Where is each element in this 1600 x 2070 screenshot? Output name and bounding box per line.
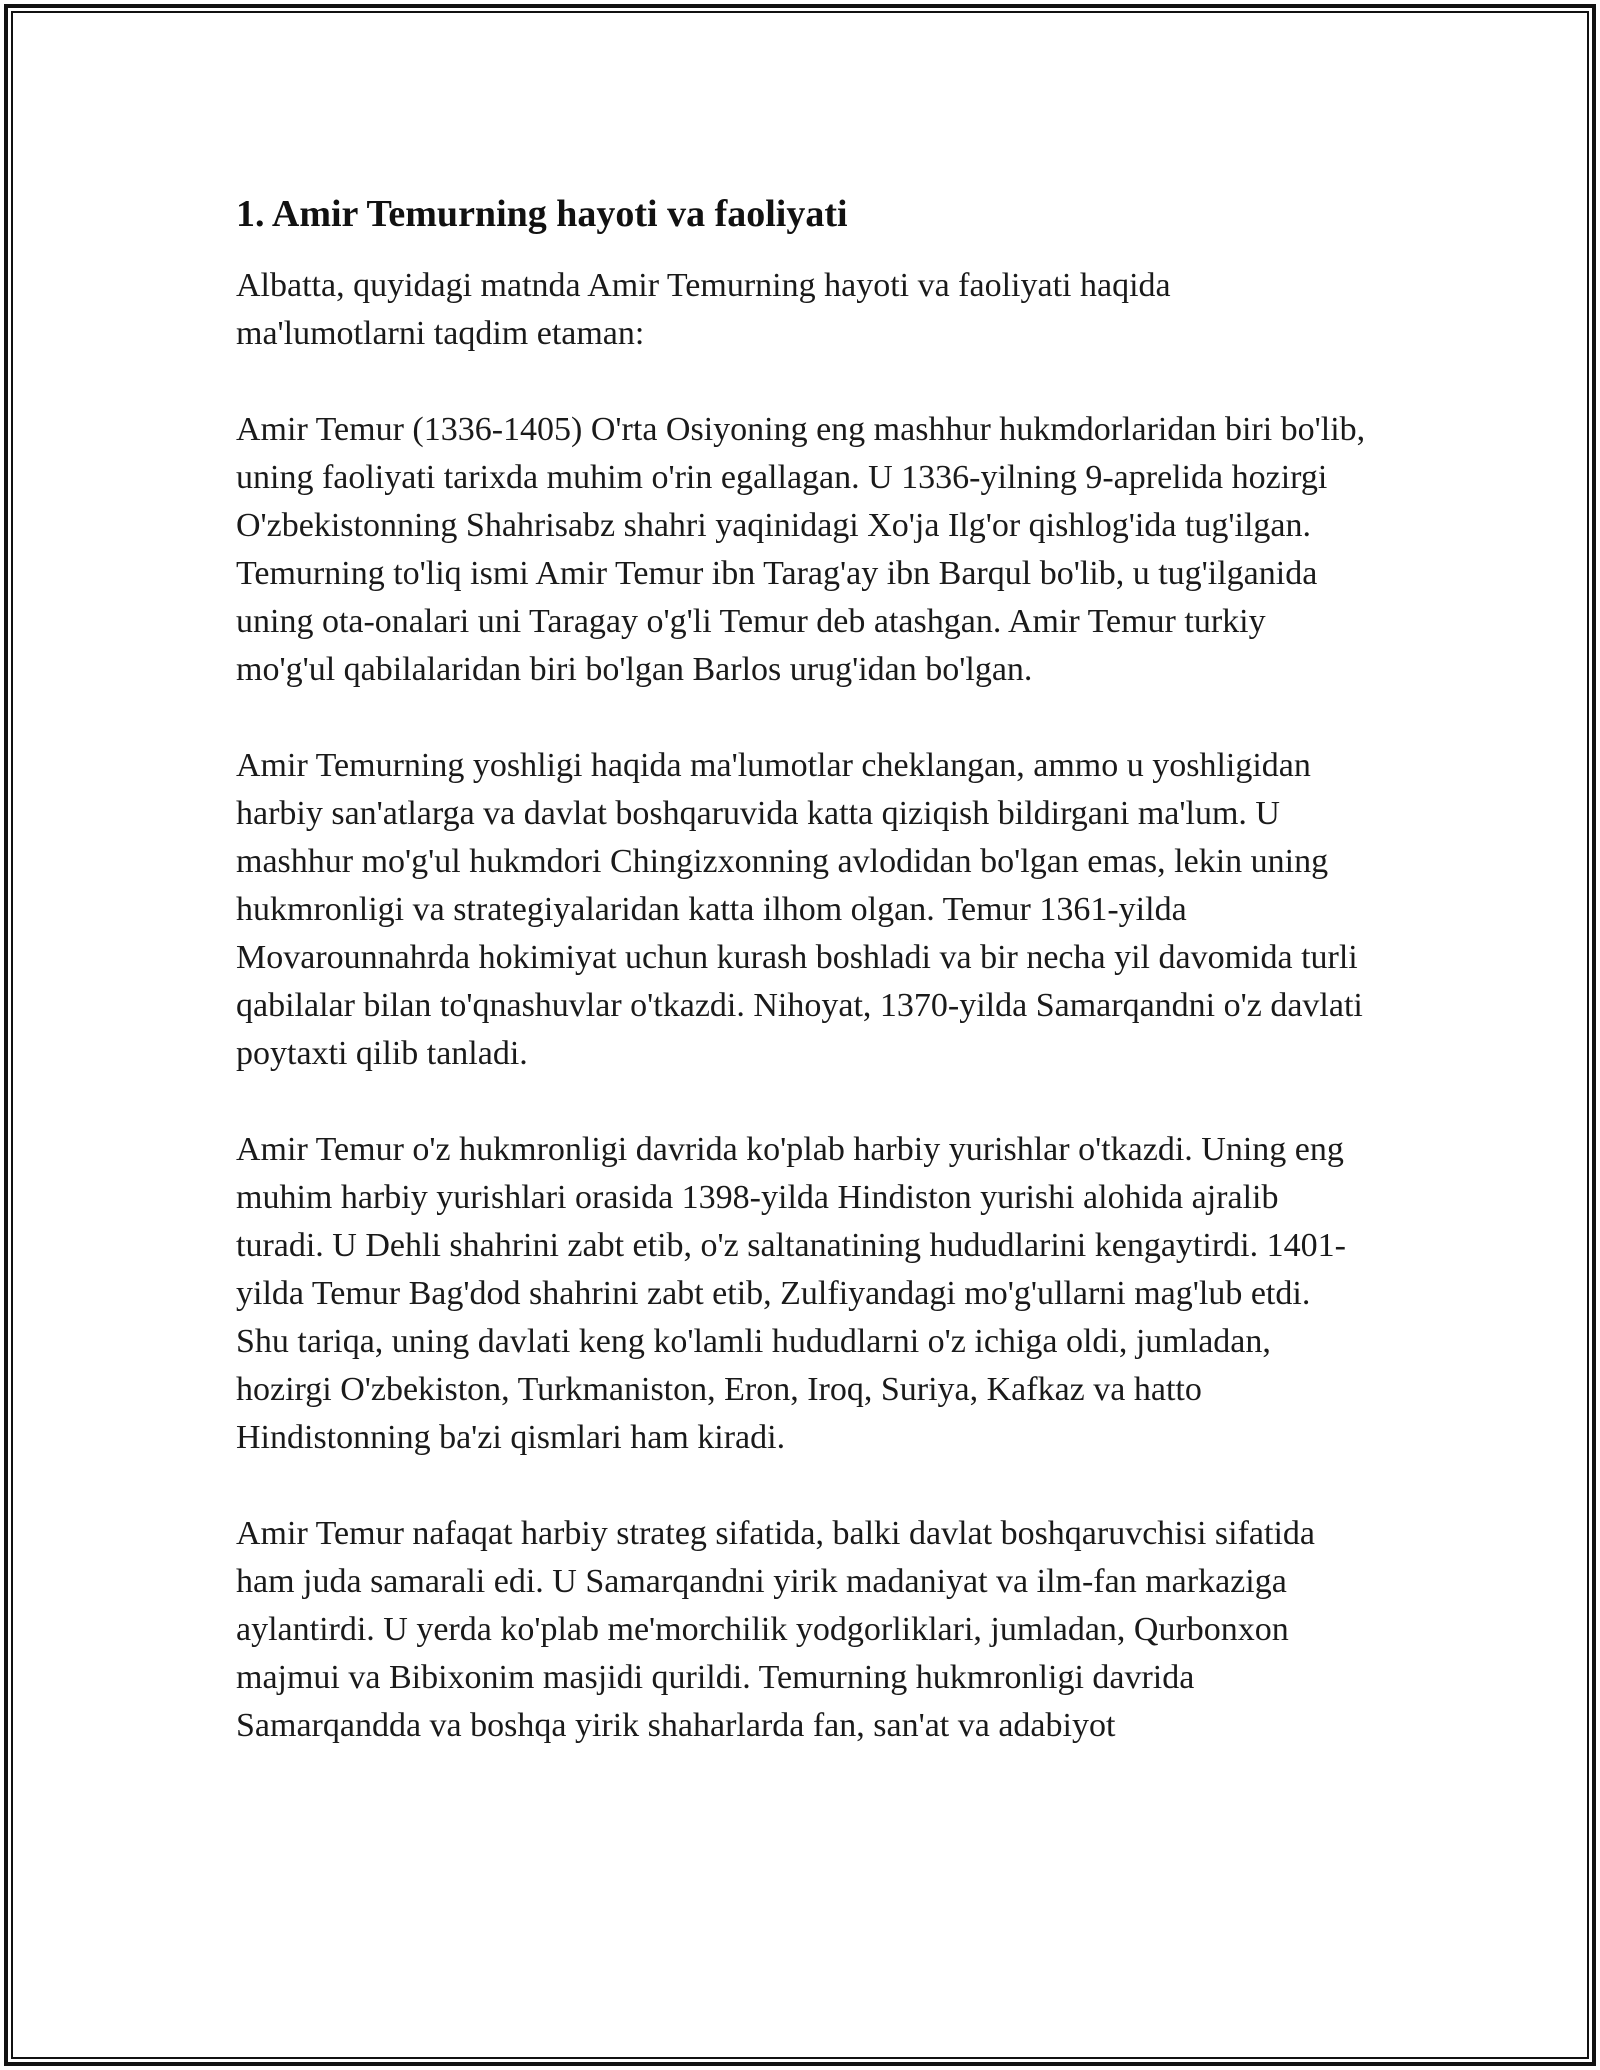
paragraph-biography: Amir Temur (1336-1405) O'rta Osiyoning eng mashhur hukmdorlaridan biri bo'lib, uning faoliyati tarixda muhim o'rin egallagan. U 1336-yilning 9-aprelida hozirgi O'zbekistonning Shahrisabz shahri yaqinidagi Xo'ja Ilg'or qishlog'ida tug'ilgan. Temurning to'liq ismi Amir Temur ibn Tarag'ay ibn Barqul bo'lib, u tug'ilganida uning ota-onalari uni Taragay o'g'li Temur deb atashgan. Amir Temur turkiy mo'g'ul qabilalaridan biri bo'lgan Barlos urug'idan bo'lgan. <box>236 411 1366 688</box>
paragraph-governance: Amir Temur nafaqat harbiy strateg sifatida, balki davlat boshqaruvchisi sifatida ham juda samarali edi. U Samarqandni yirik madaniyat va ilm-fan markaziga aylantirdi. U yerda ko'plab me'morchilik yodgorliklari, jumladan, Qurbonxon majmui va Bibixonim masjidi qurildi. Temurning hukmronligi davrida Samarqandda va boshqa yirik shaharlarda fan, san'at va adabiyot <box>236 1515 1316 1744</box>
document-body <box>236 186 1366 1798</box>
document-heading: 1. Amir Temurning hayoti va faoliyati <box>236 193 848 235</box>
paragraph-youth: Amir Temurning yoshligi haqida ma'lumotlar cheklangan, ammo u yoshligidan harbiy san'atlarga va davlat boshqaruvida katta qiziqish bildirgani ma'lum. U mashhur mo'g'ul hukmdori Chingizxonning avlodidan bo'lgan emas, lekin uning hukmronligi va strategiyalaridan katta ilhom olgan. Temur 1361-yilda Movarounnahrda hokimiyat uchun kurash boshladi va bir necha yil davomida turli qabilalar bilan to'qnashuvlar o'tkazdi. Nihoyat, 1370-yilda Samarqandni o'z davlati poytaxti qilib tanladi. <box>236 747 1363 1072</box>
paragraph-campaigns: Amir Temur o'z hukmronligi davrida ko'plab harbiy yurishlar o'tkazdi. Uning eng muhim harbiy yurishlari orasida 1398-yilda Hindiston yurishi alohida ajralib turadi. U Dehli shahrini zabt etib, o'z saltanatining hududlarini kengaytirdi. 1401-yilda Temur Bag'dod shahrini zabt etib, Zulfiyandagi mo'g'ullarni mag'lub etdi. Shu tariqa, uning davlati keng ko'lamli hududlarni o'z ichiga oldi, jumladan, hozirgi O'zbekiston, Turkmaniston, Eron, Iroq, Suriya, Kafkaz va hatto Hindistonning ba'zi qismlari ham kiradi. <box>236 1131 1346 1456</box>
paragraph-intro: Albatta, quyidagi matnda Amir Temurning hayoti va faoliyati haqida ma'lumotlarni taqdim etaman: <box>236 267 1171 352</box>
